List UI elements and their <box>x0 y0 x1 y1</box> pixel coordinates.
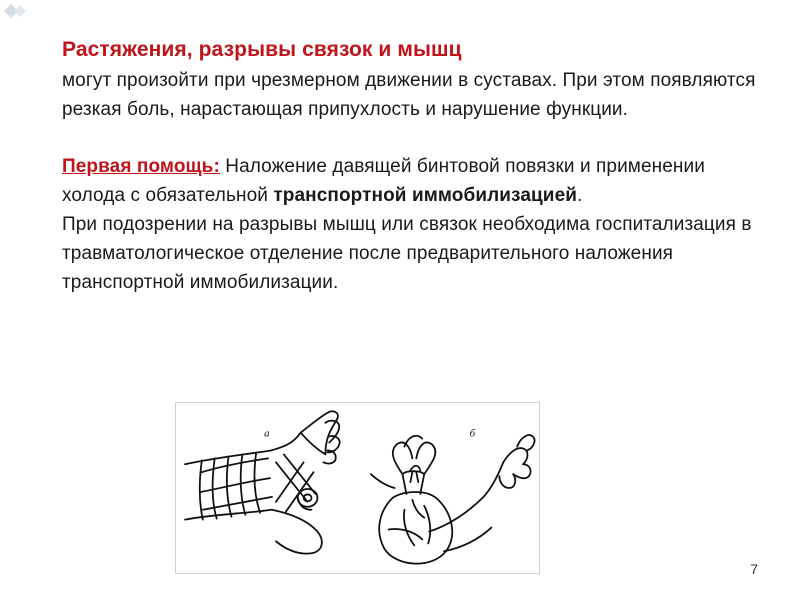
slide-title: Растяжения, разрывы связок и мышц <box>62 38 462 61</box>
ice-pack-drawing <box>371 428 535 564</box>
slide-content <box>62 36 772 297</box>
page-number: 7 <box>750 561 758 577</box>
first-aid-label: Первая помощь: <box>62 156 220 177</box>
figure-label-a: а <box>264 427 270 440</box>
first-aid-illustration <box>175 402 540 574</box>
intro-paragraph: могут произойти при чрезмерном движении в суставах. При этом появляются резкая боль, нарастающая припухлость и нарушение функции. <box>62 70 756 120</box>
figure-label-b: б <box>469 427 476 440</box>
diamond-deco-icon <box>2 2 32 20</box>
hospital-paragraph: При подозрении на разрывы мышц или связок необходима госпитализация в травматологическое отделение после предварительного наложения транспортной иммобилизации. <box>62 214 752 293</box>
bandaged-ankle-drawing <box>185 411 340 553</box>
first-aid-emphasis: транспортной иммобилизацией <box>273 185 578 206</box>
first-aid-text-end: . <box>577 185 583 206</box>
first-aid-text: Наложение давящей бинтовой повязки и применении холода с обязательной <box>62 156 705 206</box>
spacer <box>62 124 772 152</box>
first-aid-paragraph <box>62 152 772 210</box>
